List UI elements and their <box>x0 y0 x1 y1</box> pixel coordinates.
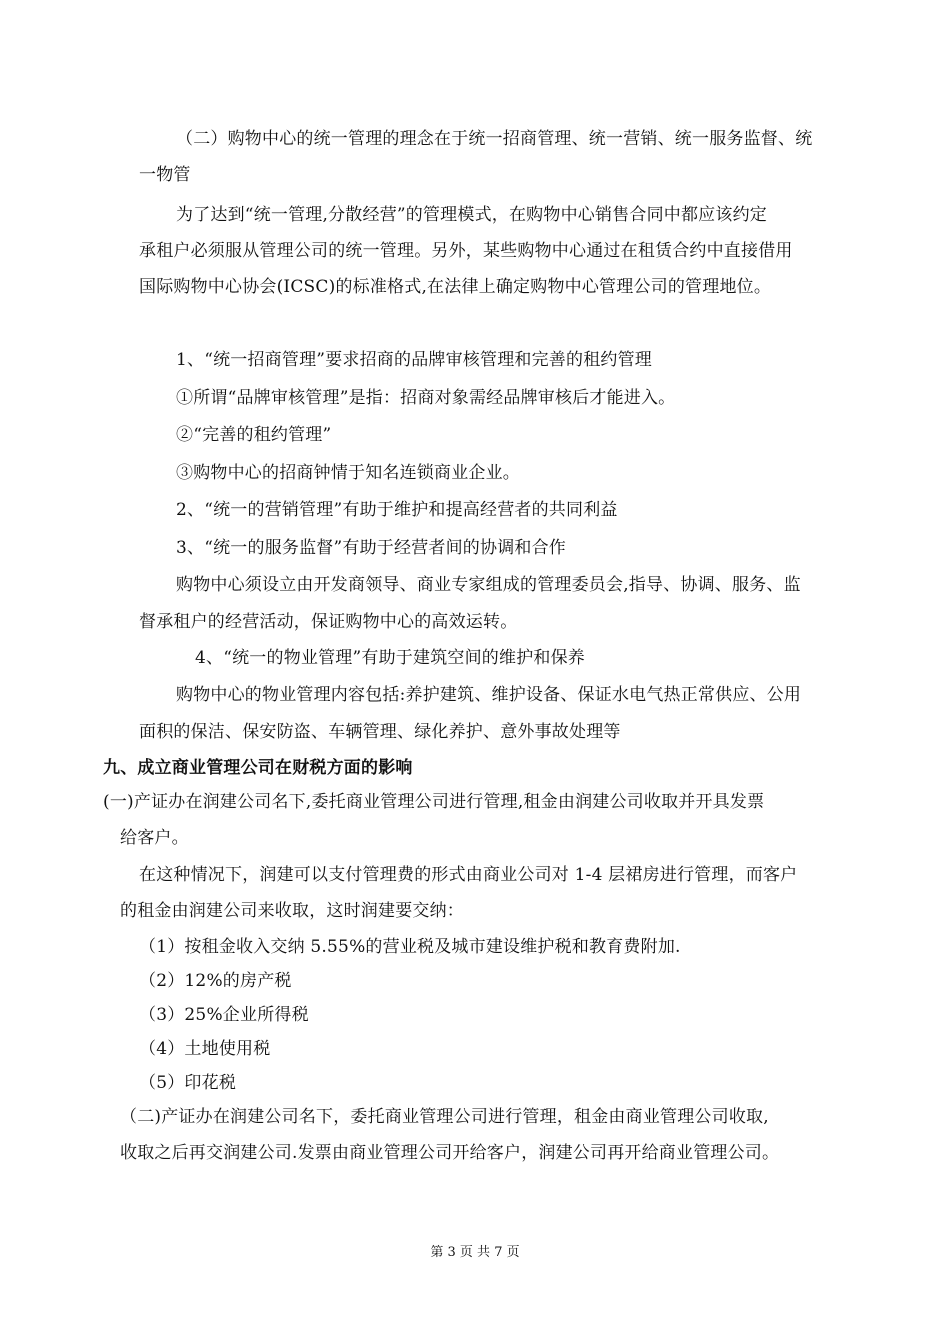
subsection-heading-continued: 给客户。 <box>120 828 189 848</box>
section-title: 九、成立商业管理公司在财税方面的影响 <box>103 758 413 778</box>
paragraph-line: 购物中心的物业管理内容包括:养护建筑、维护设备、保证水电气热正常供应、公用 <box>176 685 802 705</box>
page-number: 第 3 页 共 7 页 <box>430 1245 520 1260</box>
tax-item: （5）印花税 <box>139 1073 237 1093</box>
subsection-heading: （二)产证办在润建公司名下，委托商业管理公司进行管理，租金由商业管理公司收取, <box>120 1107 769 1127</box>
paragraph-line: 为了达到“统一管理,分散经营”的管理模式，在购物中心销售合同中都应该约定 <box>176 205 767 225</box>
paragraph-line: 督承租户的经营活动，保证购物中心的高效运转。 <box>139 612 518 632</box>
list-item: 3、“统一的服务监督”有助于经营者间的协调和合作 <box>176 538 566 558</box>
list-subitem: ③购物中心的招商钟情于知名连锁商业企业。 <box>176 463 520 483</box>
list-subitem: ①所谓“品牌审核管理”是指：招商对象需经品牌审核后才能进入。 <box>176 388 676 408</box>
paragraph-line: 国际购物中心协会(ICSC)的标准格式,在法律上确定购物中心管理公司的管理地位。 <box>139 277 772 297</box>
paragraph-line: 在这种情况下，润建可以支付管理费的形式由商业公司对 1-4 层裙房进行管理，而客户 <box>139 865 798 885</box>
list-subitem: ②“完善的租约管理” <box>176 425 332 445</box>
subsection-heading: (一)产证办在润建公司名下,委托商业管理公司进行管理,租金由润建公司收取并开具发票 <box>103 792 765 812</box>
paragraph-line: 面积的保洁、保安防盗、车辆管理、绿化养护、意外事故处理等 <box>139 722 621 742</box>
paragraph-line: 购物中心须设立由开发商领导、商业专家组成的管理委员会,指导、协调、服务、监 <box>176 575 801 595</box>
tax-item: （3）25%企业所得税 <box>139 1005 309 1025</box>
list-item: 4、“统一的物业管理”有助于建筑空间的维护和保养 <box>195 648 585 668</box>
paragraph-line: 承租户必须服从管理公司的统一管理。另外，某些购物中心通过在租赁合约中直接借用 <box>139 241 793 261</box>
paragraph-line: 收取之后再交润建公司.发票由商业管理公司开给客户，润建公司再开给商业管理公司。 <box>120 1143 780 1163</box>
section-heading: （二）购物中心的统一管理的理念在于统一招商管理、统一营销、统一服务监督、统 <box>176 129 813 149</box>
section-heading-continued: 一物管 <box>139 165 191 185</box>
list-item: 1、“统一招商管理”要求招商的品牌审核管理和完善的租约管理 <box>176 350 652 370</box>
tax-item: （4）土地使用税 <box>139 1039 271 1059</box>
tax-item: （2）12%的房产税 <box>139 971 292 991</box>
paragraph-line: 的租金由润建公司来收取，这时润建要交纳： <box>120 901 464 921</box>
tax-item: （1）按租金收入交纳 5.55%的营业税及城市建设维护税和教育费附加. <box>139 937 681 957</box>
list-item: 2、“统一的营销管理”有助于维护和提高经营者的共同利益 <box>176 500 618 520</box>
